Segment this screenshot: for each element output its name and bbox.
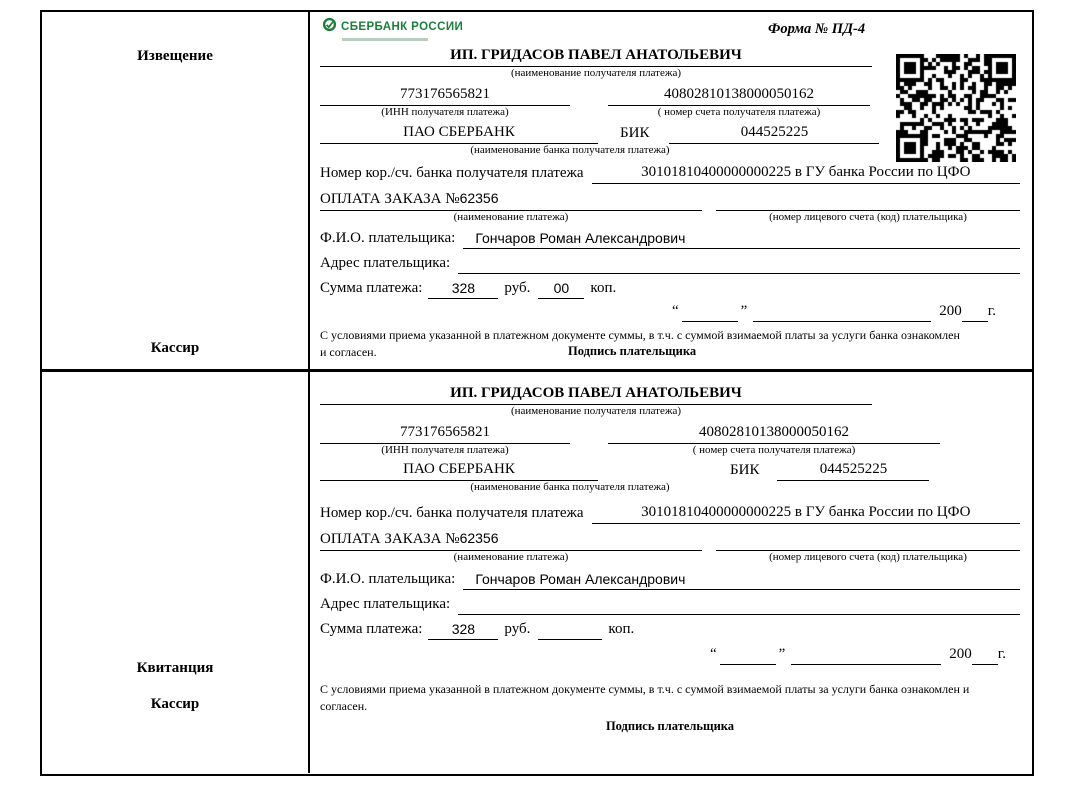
bank-caption: (наименование банка получателя платежа) bbox=[470, 144, 670, 156]
date-year-field bbox=[972, 661, 998, 665]
notice-section bbox=[42, 12, 1032, 372]
form-number: Форма № ПД-4 bbox=[768, 21, 866, 37]
address-field bbox=[458, 270, 1020, 274]
order-number: 62356 bbox=[459, 530, 499, 546]
account-caption: ( номер счета получателя платежа) bbox=[692, 444, 856, 456]
agreement-block bbox=[320, 681, 1020, 734]
agreement-block bbox=[320, 327, 1020, 361]
agreement-text: С условиями приема указанной в платежном документе суммы, в т.ч. с суммой взимаемой платы за услуги банка ознакомлен и согласен. bbox=[320, 682, 970, 713]
address-label: Адрес плательщика: bbox=[320, 596, 451, 612]
recipient-caption: (наименование получателя платежа) bbox=[510, 67, 682, 79]
sberbank-logo bbox=[322, 17, 463, 41]
year-suffix: г. bbox=[987, 303, 996, 319]
address-field bbox=[458, 611, 1020, 615]
sum-rub-value: 328 bbox=[428, 278, 498, 299]
notice-left-column bbox=[42, 12, 310, 369]
payment-name-field bbox=[320, 528, 702, 551]
inn-caption: (ИНН получателя платежа) bbox=[381, 444, 509, 456]
payment-caption: (наименование платежа) bbox=[453, 211, 569, 223]
sum-rub-value: 328 bbox=[428, 619, 498, 640]
sum-kop-value bbox=[538, 636, 602, 640]
corr-label: Номер кор./сч. банка получателя платежа bbox=[320, 505, 584, 521]
corr-value: 30101810400000000225 в ГУ банка России по ЦФО bbox=[592, 502, 1020, 524]
recipient-name-field bbox=[320, 382, 872, 405]
agreement-text: С условиями приема указанной в платежном документе суммы, в т.ч. с суммой взимаемой платы за услуги банка ознакомлен и согласен. bbox=[320, 328, 960, 359]
payer-name: Гончаров Роман Александрович bbox=[463, 228, 1020, 249]
date-quote-close: ” bbox=[740, 303, 748, 319]
address-label: Адрес плательщика: bbox=[320, 255, 451, 271]
qr-code bbox=[896, 54, 1016, 162]
year-prefix: 200 bbox=[939, 303, 962, 319]
date-month-field bbox=[791, 661, 941, 665]
inn-value: 773176565821 bbox=[320, 84, 570, 106]
sum-label: Сумма платежа: bbox=[320, 280, 423, 296]
payment-form-pd4 bbox=[40, 10, 1034, 776]
inn-value: 773176565821 bbox=[320, 422, 570, 444]
personal-account-caption: (номер лицевого счета (код) плательщика) bbox=[769, 551, 967, 563]
bik-value: 044525225 bbox=[669, 122, 879, 144]
sberbank-logo-text: СБЕРБАНК РОССИИ bbox=[341, 21, 464, 33]
bik-label: БИК bbox=[620, 125, 650, 141]
receipt-left-column bbox=[42, 372, 310, 773]
kop-label: коп. bbox=[590, 280, 617, 296]
recipient-name-field bbox=[320, 44, 872, 67]
logo-tagline-bar bbox=[342, 38, 428, 41]
date-month-field bbox=[753, 318, 931, 322]
order-number: 62356 bbox=[459, 190, 499, 206]
date-day-field bbox=[682, 318, 738, 322]
payment-name-field bbox=[320, 188, 702, 211]
notice-body bbox=[310, 12, 1032, 369]
recipient-name: ИП. ГРИДАСОВ ПАВЕЛ АНАТОЛЬЕВИЧ bbox=[450, 47, 742, 63]
receipt-section bbox=[42, 372, 1032, 773]
sum-label: Сумма платежа: bbox=[320, 621, 423, 637]
notice-header bbox=[320, 16, 1020, 42]
receipt-body bbox=[310, 372, 1032, 773]
payer-label: Ф.И.О. плательщика: bbox=[320, 571, 456, 587]
bik-value: 044525225 bbox=[777, 459, 929, 481]
bank-name: ПАО СБЕРБАНК bbox=[320, 459, 598, 481]
signature-label: Подпись плательщика bbox=[605, 718, 735, 733]
personal-account-caption: (номер лицевого счета (код) плательщика) bbox=[769, 211, 967, 223]
payment-label: ОПЛАТА ЗАКАЗА № bbox=[320, 531, 460, 547]
bik-label: БИК bbox=[730, 462, 760, 478]
rub-label: руб. bbox=[504, 280, 531, 296]
receipt-cashier-label: Кассир bbox=[150, 696, 200, 712]
inn-caption: (ИНН получателя платежа) bbox=[381, 106, 509, 118]
payer-label: Ф.И.О. плательщика: bbox=[320, 230, 456, 246]
rub-label: руб. bbox=[504, 621, 531, 637]
corr-label: Номер кор./сч. банка получателя платежа bbox=[320, 165, 584, 181]
year-prefix: 200 bbox=[949, 646, 972, 662]
sberbank-logo-icon bbox=[322, 17, 337, 37]
year-suffix: г. bbox=[997, 646, 1006, 662]
date-year-field bbox=[962, 318, 988, 322]
notice-section-label: Извещение bbox=[137, 48, 213, 64]
date-day-field bbox=[720, 661, 776, 665]
signature-label: Подпись плательщика bbox=[568, 343, 697, 358]
corr-value: 30101810400000000225 в ГУ банка России по ЦФО bbox=[592, 162, 1020, 184]
bank-caption: (наименование банка получателя платежа) bbox=[470, 481, 670, 493]
account-value: 40802810138000050162 bbox=[608, 84, 870, 106]
notice-cashier-label: Кассир bbox=[150, 340, 200, 356]
payment-caption: (наименование платежа) bbox=[453, 551, 569, 563]
date-quote-close: ” bbox=[778, 646, 786, 662]
kop-label: коп. bbox=[608, 621, 635, 637]
bank-name: ПАО СБЕРБАНК bbox=[320, 122, 598, 144]
date-quote-open: “ bbox=[671, 303, 679, 319]
payment-label: ОПЛАТА ЗАКАЗА № bbox=[320, 191, 460, 207]
receipt-section-label: Квитанция bbox=[136, 660, 214, 676]
recipient-caption: (наименование получателя платежа) bbox=[510, 405, 682, 417]
account-value: 40802810138000050162 bbox=[608, 422, 940, 444]
payer-name: Гончаров Роман Александрович bbox=[463, 569, 1020, 590]
recipient-name: ИП. ГРИДАСОВ ПАВЕЛ АНАТОЛЬЕВИЧ bbox=[450, 385, 742, 401]
account-caption: ( номер счета получателя платежа) bbox=[657, 106, 821, 118]
sum-kop-value: 00 bbox=[538, 278, 584, 299]
date-quote-open: “ bbox=[709, 646, 717, 662]
